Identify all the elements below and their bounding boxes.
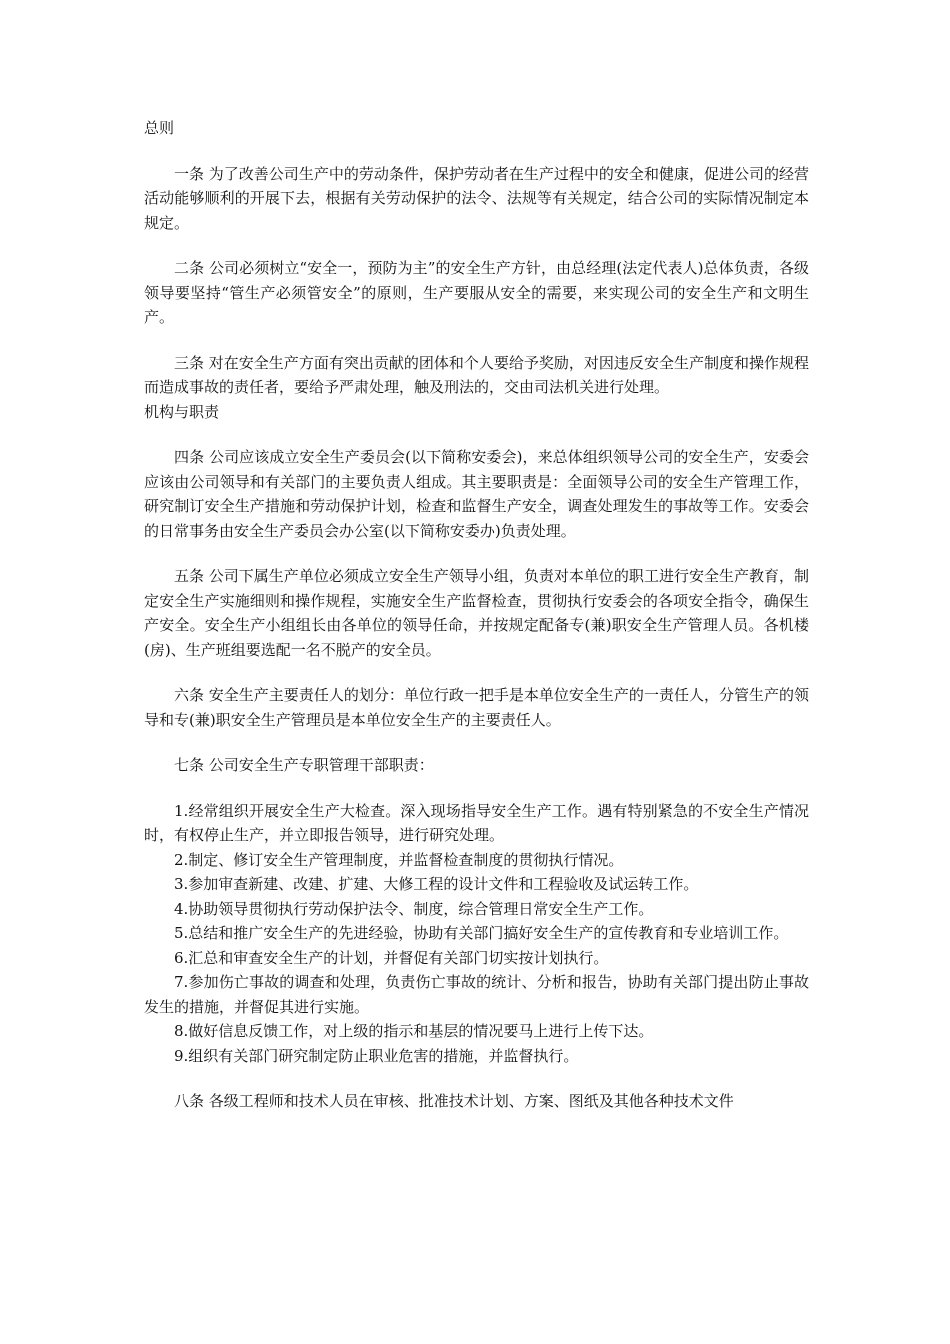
article-1: 一条 为了改善公司生产中的劳动条件，保护劳动者在生产过程中的安全和健康，促进公司的经营活动能够顺利的开展下去，根据有关劳动保护的法令、法规等有关规定，结合公司的实际情况制定本规定。 <box>144 164 809 232</box>
duty-item: 9.组织有关部门研究制定防止职业危害的措施，并监督执行。 <box>174 1046 579 1065</box>
article-7: 七条 公司安全生产专职管理干部职责： <box>174 756 434 774</box>
article-4: 四条 公司应该成立安全生产委员会(以下简称安委会)，来总体组织领导公司的安全生产，安委会应该由公司领导和有关部门的主要负责人组成。其主要职责是：全面领导公司的安全生产管理工作，研究制订安全生产措施和劳动保护计划，检查和监督生产安全，调查处理发生的事故等工作。安委会的日常事务由安全生产委员会办公室(以下简称安委办)负责处理。 <box>144 448 809 540</box>
duty-item: 5.总结和推广安全生产的先进经验，协助有关部门搞好安全生产的宣传教育和专业培训工作。 <box>174 924 789 942</box>
article-5: 五条 公司下属生产单位必须成立安全生产领导小组，负责对本单位的职工进行安全生产教育，制定安全生产实施细则和操作规程，实施安全生产监督检查，贯彻执行安委会的各项安全指令，确保生产安全。安全生产小组组长由各单位的领导任命，并按规定配备专(兼)职安全生产管理人员。各机楼(房)、生产班组要选配一名不脱产的安全员。 <box>144 567 809 659</box>
document-page <box>144 116 809 1135</box>
section-heading-general: 总则 <box>144 119 175 137</box>
duty-item: 8.做好信息反馈工作，对上级的指示和基层的情况要马上进行上传下达。 <box>174 1022 654 1040</box>
duties-list <box>144 799 809 1069</box>
duty-item: 6.汇总和审查安全生产的计划，并督促有关部门切实按计划执行。 <box>174 948 609 967</box>
article-8: 八条 各级工程师和技术人员在审核、批准技术计划、方案、图纸及其他各种技术文件 <box>174 1092 734 1110</box>
article-3: 三条 对在安全生产方面有突出贡献的团体和个人要给予奖励，对因违反安全生产制度和操作规程而造成事故的责任者，要给予严肃处理，触及刑法的，交由司法机关进行处理。 <box>144 353 809 396</box>
duty-item: 7.参加伤亡事故的调查和处理，负责伤亡事故的统计、分析和报告，协助有关部门提出防止事故发生的措施，并督促其进行实施。 <box>144 973 809 1016</box>
article-6: 六条 安全生产主要责任人的划分：单位行政一把手是本单位安全生产的一责任人，分管生产的领导和专(兼)职安全生产管理员是本单位安全生产的主要责任人。 <box>144 686 809 729</box>
duty-item: 1.经常组织开展安全生产大检查。深入现场指导安全生产工作。遇有特别紧急的不安全生产情况时，有权停止生产，并立即报告领导，进行研究处理。 <box>144 801 809 844</box>
section-heading-organization: 机构与职责 <box>144 402 220 421</box>
duty-item: 3.参加审查新建、改建、扩建、大修工程的设计文件和工程验收及试运转工作。 <box>174 875 699 893</box>
duty-item: 4.协助领导贯彻执行劳动保护法令、制度，综合管理日常安全生产工作。 <box>174 899 654 918</box>
article-2: 二条 公司必须树立“安全一，预防为主”的安全生产方针，由总经理(法定代表人)总体负责，各级领导要坚持“管生产必须管安全”的原则，生产要服从安全的需要，来实现公司的安全生产和文明生产。 <box>144 259 809 326</box>
duty-item: 2.制定、修订安全生产管理制度，并监督检查制度的贯彻执行情况。 <box>174 850 624 869</box>
